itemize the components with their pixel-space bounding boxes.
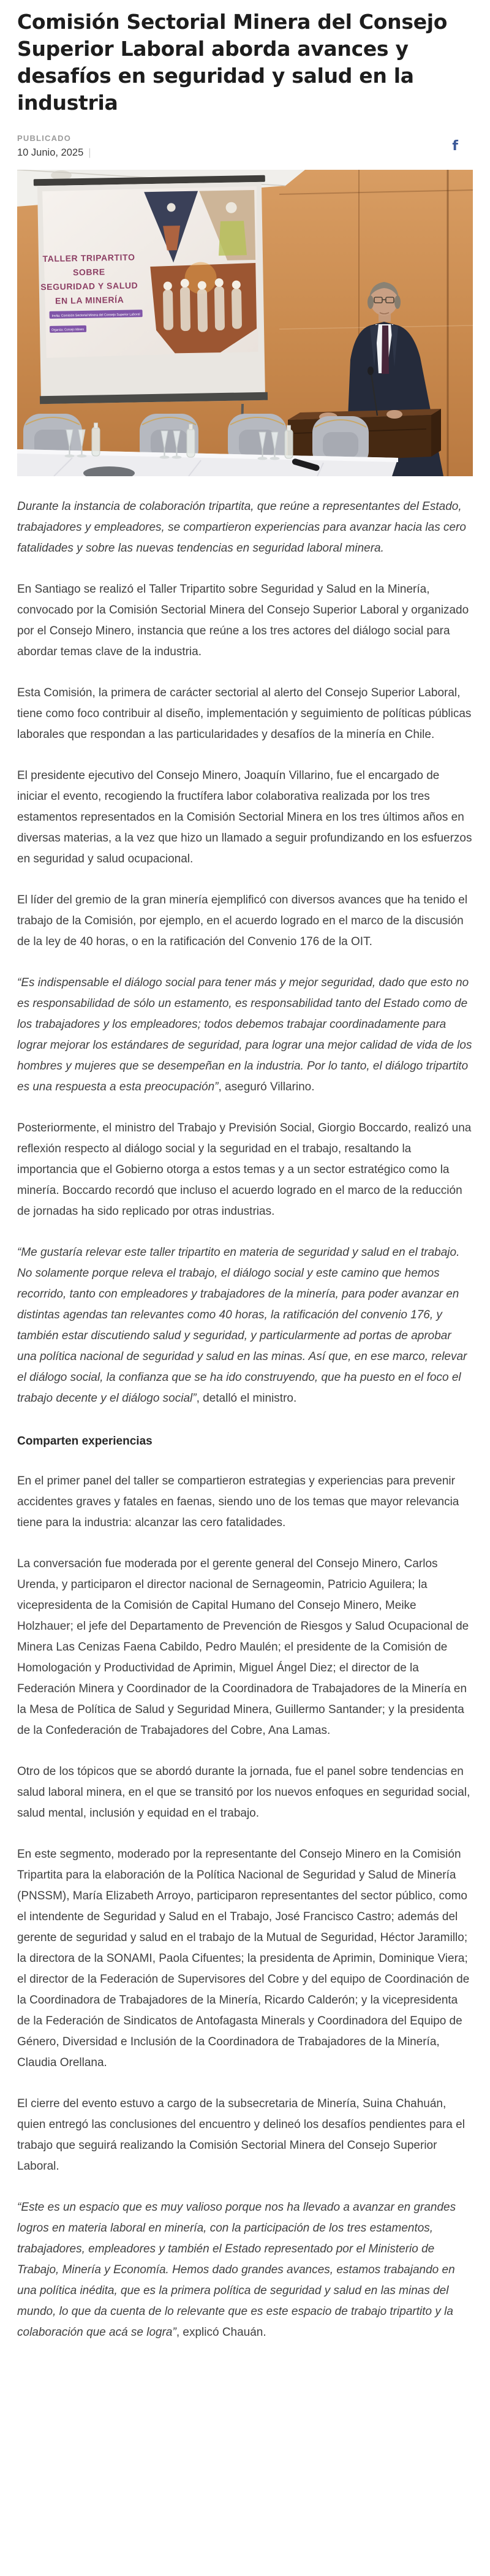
published-date-row: [17, 147, 91, 159]
conference-photo-illustration: [17, 170, 473, 476]
quote-text: “Me gustaría relevar este taller tripartito en materia de seguridad y salud en el trabajo. No solamente porque releva el trabajo, el diálogo social y este camino que hemos recorrido, tanto con empleadores y trabajadores de la minería, para poder avanzar en distintas agendas tan relevantes como 40 horas, la ratificación del convenio 176, y también estar discutiendo salud y seguridad, y particularmente ad portas de aprobar una política nacional de seguridad y salud en las minas. Así que, en ese marco, relevar el diálogo social, la confianza que se ha ido construyendo, que ha puesto en el foco el trabajo decente y el diálogo social”: [17, 1246, 467, 1405]
section-subheading: Comparten experiencias: [17, 1435, 153, 1448]
svg-text:TALLER TRIPARTITO: TALLER TRIPARTITO: [42, 252, 135, 264]
published-date: 10 Junio, 2025: [17, 147, 84, 158]
quote-attribution: , detalló el ministro.: [196, 1392, 297, 1405]
svg-text:EN LA MINERÍA: EN LA MINERÍA: [55, 294, 124, 306]
quote-paragraph: [17, 2197, 473, 2343]
date-separator: |: [88, 147, 91, 158]
quote-paragraph: [17, 1242, 473, 1409]
paragraph: El líder del gremio de la gran minería ejemplificó con diversos avances que ha tenido el trabajo de la Comisión, por ejemplo, en el acuerdo logrado en el marco de la discusión de la ley de 40 horas, o en la ratificación del Convenio 176 de la OIT.: [17, 894, 468, 948]
quote-attribution: , explicó Chauán.: [176, 2326, 266, 2339]
article-body: [17, 496, 473, 2343]
quote-text: “Este es un espacio que es muy valioso porque nos ha llevado a avanzar en grandes logros en materia laboral en minería, con la participación de los tres estamentos, trabajadores, empleadores y también el Estado representado por el Ministerio de Trabajo, Minería y Economía. Hemos dado grandes avances, estamos trabajando en una política inédita, que es la primera política de seguridad y salud en las minas del mundo, lo que da cuenta de lo relevante que es este espacio de trabajo tripartito y la colaboración que acá se logra”: [17, 2201, 456, 2339]
quote-text: “Es indispensable el diálogo social para tener más y mejor seguridad, dado que esto no es responsabilidad de sólo un estamento, es responsabilidad tanto del Estado como de los trabajadores y los empleadores; todos debemos trabajar coordinadamente para lograr mejorar los estándares de seguridad, para lograr una mejor calidad de vida de los hombres y mujeres que se desempeñan en la industria. Por lo tanto, el diálogo tripartito es una respuesta a esta preocupación”: [17, 976, 472, 1093]
slide-caption-organiza: [50, 325, 91, 333]
published-block: [17, 134, 91, 159]
paragraph: En Santiago se realizó el Taller Tripartito sobre Seguridad y Salud en la Minería, convocado por la Comisión Sectorial Minera del Consejo Superior Laboral y organizado por el Consejo Minero, instancia que reúne a los tres actores del diálogo social para abordar temas clave de la industria.: [17, 583, 469, 658]
article-meta: [17, 134, 473, 159]
facebook-share-icon[interactable]: f: [452, 138, 458, 154]
paragraph: Otro de los tópicos que se abordó durante la jornada, fue el panel sobre tendencias en salud laboral minera, en el que se transitó por los nuevos enfoques en seguridad social, salud mental, inclusión y equidad en el trabajo.: [17, 1765, 470, 1820]
svg-text:Invita: Comisión Sectorial Min: Invita: Comisión Sectorial Minera del Consejo Superior Laboral: [51, 313, 146, 318]
svg-text:SOBRE: SOBRE: [72, 267, 105, 278]
speaker-right-hand: [386, 410, 402, 419]
svg-text:Organiza: Consejo Minero: Organiza: Consejo Minero: [51, 327, 91, 332]
svg-text:SEGURIDAD Y SALUD: SEGURIDAD Y SALUD: [40, 280, 138, 292]
article-photo: [17, 170, 473, 476]
paragraph: La conversación fue moderada por el gerente general del Consejo Minero, Carlos Urenda, y participaron el director nacional de Sernageomin, Patricio Aguilera; la vicepresidenta de la Comisión de Capital Humano del Consejo Minero, Meike Holzhauer; el jefe del Departamento de Prevención de Riesgos y Salud Ocupacional de Minera Las Cenizas Faena Cabildo, Pedro Maulén; el presidente de la Comisión de Homologación y Productividad de Aprimin, Miguel Ángel Diez; el director de la Federación Minera y Coordinador de la Coordinadora de Trabajadores de la Minería en la Mesa de Política de Salud y Seguridad Minera, Guillermo Santander; y la presidenta de la Confederación de Trabajadores del Cobre, Ana Lamas.: [17, 1557, 469, 1737]
published-label: PUBLICADO: [17, 134, 72, 143]
page-title: Comisión Sectorial Minera del Consejo Superior Laboral aborda avances y desafíos en seguridad y salud en la industria: [17, 10, 448, 115]
paragraph: Esta Comisión, la primera de carácter sectorial al alerto del Consejo Superior Laboral, tiene como foco contribuir al diseño, implementación y seguimiento de políticas públicas laborales que respondan a las particularidades y desafíos de la minería en Chile.: [17, 686, 472, 741]
paragraph: El presidente ejecutivo del Consejo Minero, Joaquín Villarino, fue el encargado de iniciar el evento, recogiendo la fructífera labor colaborativa realizada por los tres estamentos representados en la Comisión Sectorial Minera en los tres últimos años en diversas materias, a la vez que hizo un llamado a seguir profundizando en los esfuerzos en seguridad y salud ocupacional.: [17, 769, 472, 865]
paragraph: El cierre del evento estuvo a cargo de la subsecretaria de Minería, Suina Chahuán, quien entregó las conclusiones del encuentro y delineó los desafíos pendientes para el trabajo que seguirá realizando la Comisión Sectorial Minera del Consejo Superior Laboral.: [17, 2097, 465, 2173]
paragraph: Posteriormente, el ministro del Trabajo y Previsión Social, Giorgio Boccardo, realizó una reflexión respecto al diálogo social y la seguridad en el trabajo, resaltando la importancia que el Gobierno otorga a estos temas y a un sector estratégico como la minería. Boccardo recordó que incluso el acuerdo logrado en el marco de la reducción de jornadas ha sido replicado por otras industrias.: [17, 1122, 472, 1218]
quote-paragraph: [17, 973, 473, 1098]
lead-paragraph: Durante la instancia de colaboración tripartita, que reúne a representantes del Estado, trabajadores y empleadores, se compartieron experiencias para avanzar hacia las cero fatalidades y sobre las nuevas tendencias en seguridad laboral minera.: [17, 500, 466, 555]
quote-attribution: , aseguró Villarino.: [218, 1081, 315, 1093]
paragraph: En este segmento, moderado por la representante del Consejo Minero en la Comisión Tripartita para la elaboración de la Política Nacional de Seguridad y Salud de Minería (PNSSM), María Elizabeth Arroyo, participaron representantes del sector público, como el intendente de Seguridad y Salud en el Trabajo, José Francisco Castro; además del gerente de seguridad y salud en el trabajo de la Mutual de Seguridad, Héctor Jaramillo; la directora de la SONAMI, Paola Cifuentes; la presidenta de Aprimin, Dominique Viera; el director de la Federación de Supervisores del Cobre y del equipo de Coordinación de la Coordinadora de Trabajadores de la Minería, Ricardo Calderón; y la vicepresidenta de la Federación de Sindicatos de Antofagasta Minerals y Coordinadora del Equipo de Género, Diversidad e Inclusión de la Coordinadora de Trabajadores de la Minería, Claudia Orellana.: [17, 1848, 470, 2069]
paragraph: En el primer panel del taller se compartieron estrategias y experiencias para prevenir accidentes graves y fatales en faenas, siendo uno de los temas que mayor relevancia tiene para la industria: alcanzar las cero fatalidades.: [17, 1475, 459, 1529]
projection-screen: [34, 175, 269, 405]
